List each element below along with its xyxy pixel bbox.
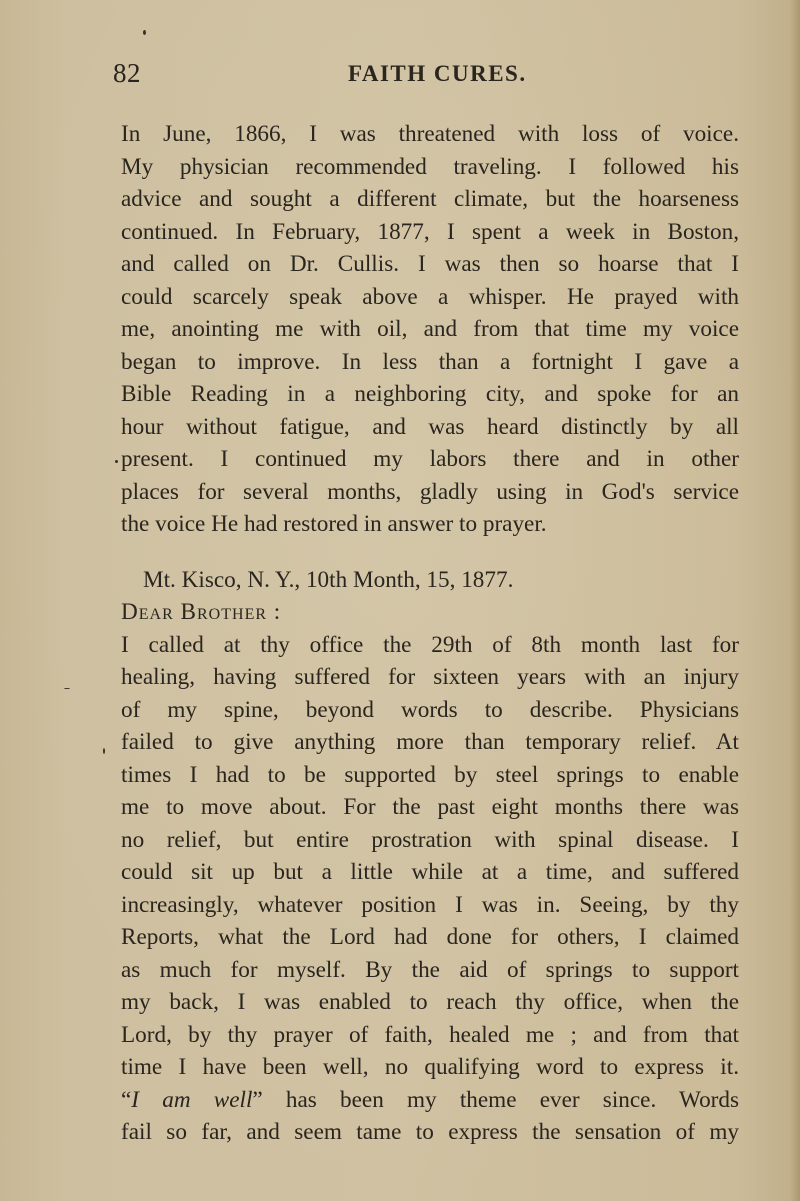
running-head: FAITH CURES. (348, 61, 527, 86)
text-line: of my spine, beyond words to describe. Physicians (121, 696, 739, 723)
paper-speck (143, 30, 146, 35)
text-line: times I had to be supported by steel springs to enable (121, 761, 739, 788)
quote-rest: has been my theme ever since. Words (262, 1086, 739, 1113)
text-line: In June, 1866, I was threatened with loss of voice. (121, 121, 739, 147)
page-edge-shadow (790, 0, 800, 1201)
text-line: failed to give anything more than temporary relief. At (121, 729, 739, 755)
text-line: Lord, by thy prayer of faith, healed me ; and from that (121, 1021, 739, 1048)
close-quote: ” (252, 1086, 263, 1113)
page-number: 82 (113, 58, 141, 88)
text-line: places for several months, gladly using in God's service (121, 478, 739, 505)
text-line: could scarcely speak above a whisper. He prayed with (121, 283, 739, 310)
italic-phrase: I am well (131, 1086, 253, 1113)
text-line: present. I continued my labors there and in other (121, 446, 739, 472)
text-line: and called on Dr. Cullis. I was then so hoarse that I (121, 251, 739, 277)
text-line: I called at thy office the 29th of 8th month last for (121, 631, 739, 658)
text-line: could sit up but a little while at a time, and suffered (121, 859, 739, 885)
paragraph-voice-testimony (121, 118, 739, 541)
text-line: hour without fatigue, and was heard distinctly by all (121, 413, 739, 440)
page-header (113, 58, 733, 88)
text-line: my back, I was enabled to reach thy office, when the (121, 989, 739, 1015)
body-text (121, 118, 739, 1149)
text-line: Reports, what the Lord had done for others, I claimed (121, 924, 739, 950)
text-line: the voice He had restored in answer to prayer. (121, 511, 547, 537)
text-line: My physician recommended traveling. I followed his (121, 153, 739, 180)
paper-speck (64, 688, 70, 689)
text-line: healing, having suffered for sixteen years with an injury (121, 664, 739, 690)
open-quote: “ (121, 1086, 132, 1113)
text-line: me to move about. For the past eight months there was (121, 794, 739, 820)
text-line: continued. In February, 1877, I spent a week in Boston, (121, 218, 739, 245)
text-line-quote (121, 1084, 739, 1117)
letter-salutation: Dear Brother : (121, 599, 282, 625)
paper-speck (115, 460, 118, 463)
text-line: no relief, but entire prostration with spinal disease. I (121, 826, 739, 853)
text-line: time I have been well, no qualifying word to express it. (121, 1054, 739, 1080)
text-line: advice and sought a different climate, but the hoarseness (121, 186, 739, 212)
text-line: as much for myself. By the aid of springs to support (121, 956, 739, 983)
text-line: began to improve. In less than a fortnight I gave a (121, 348, 739, 375)
letter-dateline: Mt. Kisco, N. Y., 10th Month, 15, 1877. (143, 566, 514, 593)
paper-speck (103, 748, 105, 754)
letter-body (121, 629, 739, 1149)
text-line: Bible Reading in a neighboring city, and spoke for an (121, 381, 739, 407)
text-line: fail so far, and seem tame to express the sensation of my (121, 1119, 739, 1145)
text-line: me, anointing me with oil, and from that time my voice (121, 316, 739, 342)
text-line: increasingly, whatever position I was in. Seeing, by thy (121, 891, 739, 918)
